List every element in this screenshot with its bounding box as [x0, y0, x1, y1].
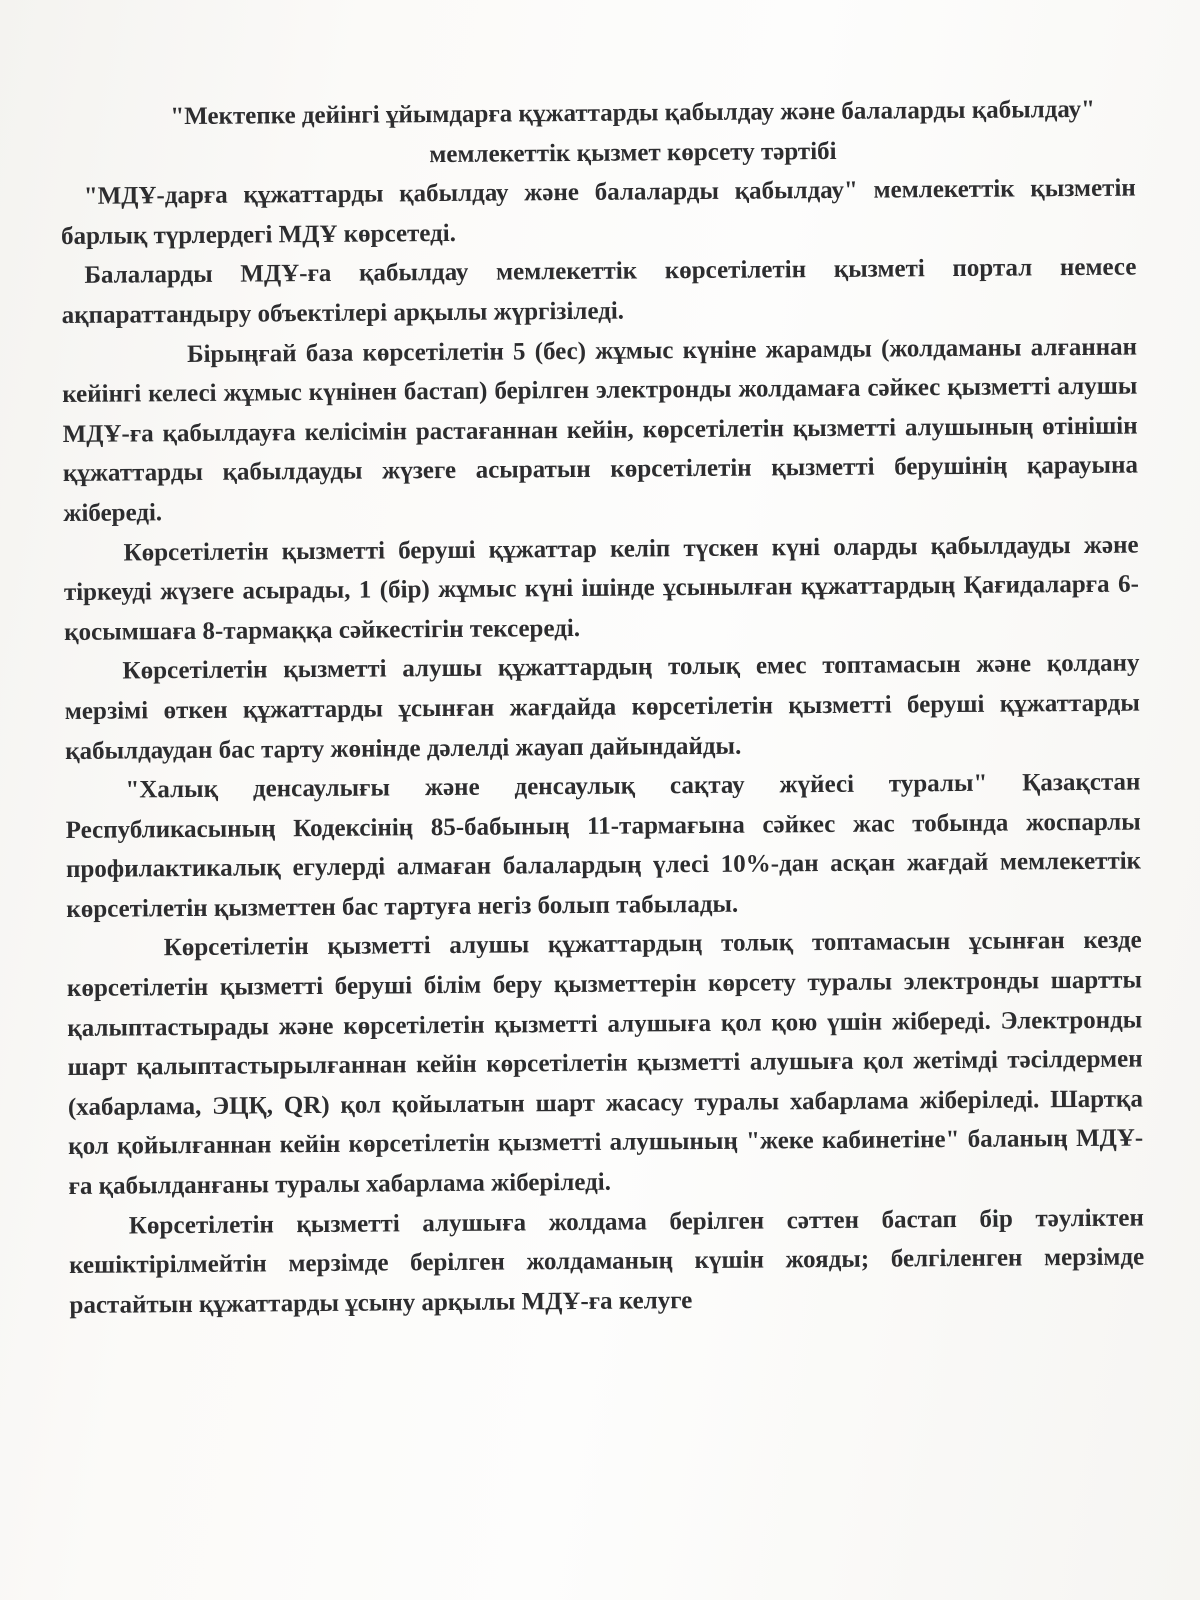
paragraph-5: Көрсетілетін қызметті алушы құжаттардың толық емес топтамасын және қолдану мерзімі өткен құжаттарды ұсынған жағдайда көрсетілетін қызметті беруші құжаттарды қабылдаудан бас тарту жөнінде дәлелді жауап дайындайды. [64, 649, 1140, 765]
document-body [60, 90, 1145, 1326]
paragraph-1: "МДҰ-дарға құжаттарды қабылдау және балаларды қабылдау" мемлекеттік қызметін барлық түрлердегі МДҰ көрсетеді. [60, 174, 1136, 250]
paragraph-2: Балаларды МДҰ-ға қабылдау мемлекеттік көрсетілетін қызметі портал немесе ақпараттандыру объектілері арқылы жүргізіледі. [61, 253, 1137, 329]
paragraph-8: Көрсетілетін қызметті алушыға жолдама берілген сәттен бастап бір тәуліктен кешіктірілмейтін мерзімде берілген жолдаманың күшін жояды; белгіленген мерзімде растайтын құжаттарды ұсыну арқылы МДҰ-ға келуге [69, 1204, 1145, 1319]
paragraph-3: Бірыңғай база көрсетілетін 5 (бес) жұмыс күніне жарамды (жолдаманы алғаннан кейінгі келесі жұмыс күнінен бастап) берілген электронды жолдамаға сәйкес қызметті алушы МДҰ-ға қабылдауға келісімін растағаннан кейін, көрсетілетін қызметті алушының өтінішін құжаттарды қабылдауды жүзеге асыратын көрсетілетін қызметті берушінің қарауына жібереді. [62, 333, 1139, 527]
document-title: "Мектепке дейінгі ұйымдарға құжаттарды қабылдау және балаларды қабылдау" мемлекеттік қызмет көрсету тәртібі [170, 95, 1096, 168]
paragraph-7: Көрсетілетін қызметті алушы құжаттардың толық топтамасын ұсынған кезде көрсетілетін қызметті беруші білім беру қызметтерін көрсету туралы электронды шартты қалыптастырады және көрсетілетін қызметті алушыға қол қою үшін жібереді. Электронды шарт қалыптастырылғаннан кейін көрсетілетін қызметті алушыға қол жетімді тәсілдермен (хабарлама, ЭЦҚ, QR) қол қойылатын шарт жасасу туралы хабарлама жіберіледі. Шартқа қол қойылғаннан кейін көрсетілетін қызметті алушының "жеке кабинетіне" баланың МДҰ-ға қабылданғаны туралы хабарлама жіберіледі. [66, 927, 1144, 1200]
paragraph-6: "Халық денсаулығы және денсаулық сақтау жүйесі туралы" Қазақстан Республикасының Кодексінің 85-бабының 11-тармағына сәйкес жас тобында жоспарлы профилактикалық егулерді алмаған балалардың үлесі 10%-дан асқан жағдай мемлекеттік көрсетілетін қызметтен бас тартуға негіз болып табылады. [65, 768, 1142, 923]
paragraph-4: Көрсетілетін қызметті беруші құжаттар келіп түскен күні оларды қабылдауды және тіркеуді жүзеге асырады, 1 (бір) жұмыс күні ішінде ұсынылған құжаттардың Қағидаларға 6-қосымшаға 8-тармаққа сәйкестігін тексереді. [63, 531, 1139, 646]
